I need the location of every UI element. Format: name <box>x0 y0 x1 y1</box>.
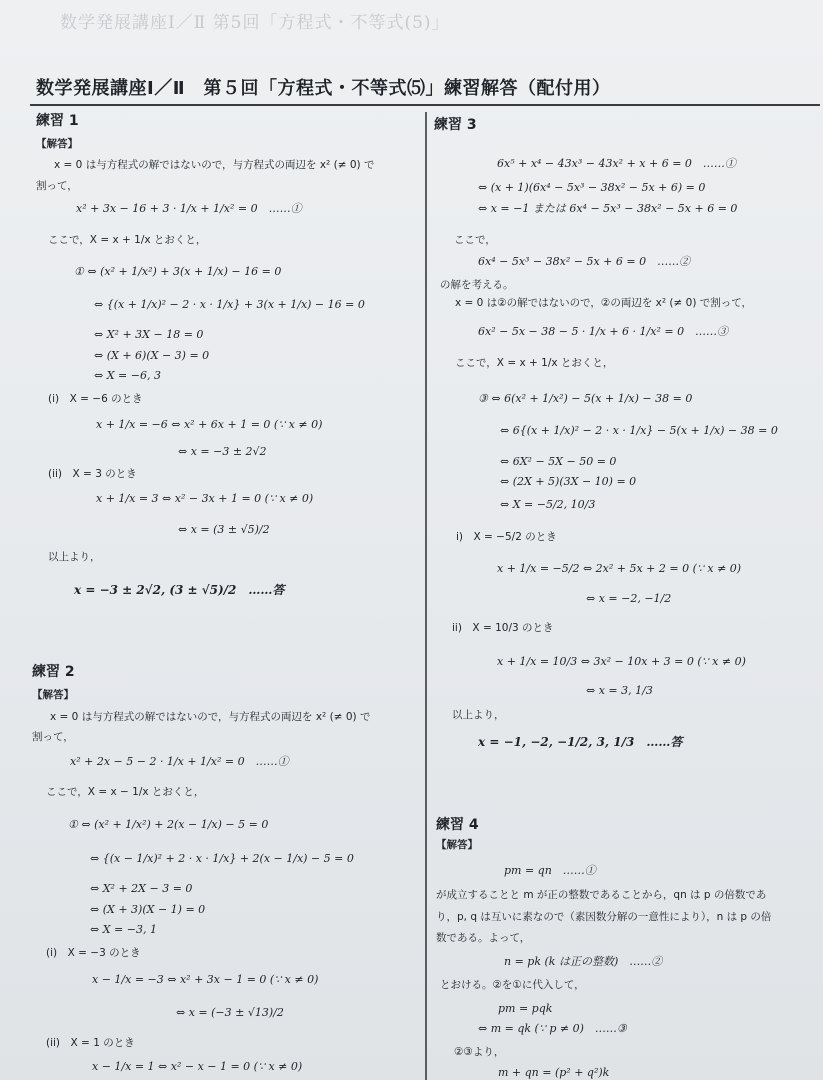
exercise-3-equation: ⇔ x = −1 または 6x⁴ − 5x³ − 38x² − 5x + 6 = 0 <box>478 202 738 215</box>
exercise-2-title: 練習 2 <box>32 664 75 680</box>
exercise-1-line: 割って， <box>36 180 78 192</box>
exercise-1-line: x = 0 は与方程式の解ではないので，与方程式の両辺を x² (≠ 0) で <box>54 159 375 171</box>
exercise-3-equation: x + 1/x = 10/3 ⇔ 3x² − 10x + 3 = 0 (∵ x ≠ 0) <box>497 655 746 668</box>
exercise-4-equation: pm = qn ……① <box>504 864 596 877</box>
exercise-1-case: (i) X = −6 のとき <box>48 393 143 405</box>
exercise-2-answer-tag: 【解答】 <box>32 689 74 701</box>
exercise-4-line: が成立することと m が正の整数であることから，qn は p の倍数であ <box>436 889 767 901</box>
exercise-3-case: i) X = −5/2 のとき <box>456 531 557 543</box>
exercise-4-equation: pm = pqk <box>498 1002 553 1015</box>
exercise-3-equation: ⇔ X = −5/2, 10/3 <box>500 498 596 511</box>
exercise-2-equation: x² + 2x − 5 − 2 · 1/x + 1/x² = 0 ……① <box>70 755 289 768</box>
exercise-4-line: ②③より， <box>454 1046 505 1058</box>
exercise-3-equation: 6x⁴ − 5x³ − 38x² − 5x + 6 = 0 ……② <box>478 255 691 268</box>
exercise-1-answer: x = −3 ± 2√2, (3 ± √5)/2 ……答 <box>74 583 285 597</box>
exercise-2-line: 割って， <box>32 731 74 743</box>
exercise-3-equation: ⇔ (2X + 5)(3X − 10) = 0 <box>500 475 637 488</box>
exercise-1-title: 練習 1 <box>36 113 79 129</box>
bleed-through-text: 数学発展講座Ⅰ／Ⅱ 第5回「方程式・不等式(5)」 <box>60 13 450 33</box>
exercise-3-line: の解を考える。 <box>440 279 514 291</box>
exercise-3-line: x = 0 は②の解ではないので，②の両辺を x² (≠ 0) で割って， <box>455 297 753 309</box>
exercise-4-line: とおける。②を①に代入して， <box>440 979 585 991</box>
exercise-2-equation: x − 1/x = 1 ⇔ x² − x − 1 = 0 (∵ x ≠ 0) <box>92 1060 303 1073</box>
exercise-3-line: ここで，X = x + 1/x とおくと， <box>455 357 614 369</box>
exercise-1-equation: x + 1/x = −6 ⇔ x² + 6x + 1 = 0 (∵ x ≠ 0) <box>96 418 323 431</box>
exercise-1-equation: ⇔ {(x + 1/x)² − 2 · x · 1/x} + 3(x + 1/x) − 16 = 0 <box>94 298 365 311</box>
exercise-3-line: ここで， <box>454 234 496 246</box>
exercise-4-equation: m + qn = (p² + q²)k <box>498 1066 610 1079</box>
exercise-4-line: り，p, q は互いに素なので（素因数分解の一意性により），n は p の倍 <box>436 911 772 923</box>
exercise-3-answer: x = −1, −2, −1/2, 3, 1/3 ……答 <box>478 735 683 749</box>
exercise-2-line: ここで，X = x − 1/x とおくと， <box>46 786 205 798</box>
exercise-3-conclusion: 以上より， <box>452 709 505 721</box>
exercise-1-line: ここで，X = x + 1/x とおくと， <box>48 234 207 246</box>
exercise-2-equation: ⇔ X = −3, 1 <box>90 923 157 936</box>
exercise-2-equation: x − 1/x = −3 ⇔ x² + 3x − 1 = 0 (∵ x ≠ 0) <box>92 973 319 986</box>
exercise-3-case: ii) X = 10/3 のとき <box>452 622 554 634</box>
exercise-2-equation: ⇔ (X + 3)(X − 1) = 0 <box>90 903 206 916</box>
exercise-2-case: (i) X = −3 のとき <box>46 947 141 959</box>
exercise-1-case: (ii) X = 3 のとき <box>48 468 137 480</box>
column-divider <box>425 112 427 1080</box>
exercise-1-equation: ⇔ x = (3 ± √5)/2 <box>178 523 270 536</box>
exercise-1-equation: x² + 3x − 16 + 3 · 1/x + 1/x² = 0 ……① <box>76 202 302 215</box>
exercise-4-title: 練習 4 <box>436 817 479 833</box>
exercise-1-equation: ⇔ X² + 3X − 18 = 0 <box>94 328 204 341</box>
exercise-3-equation: ⇔ x = −2, −1/2 <box>586 592 672 605</box>
exercise-1-equation: ⇔ (X + 6)(X − 3) = 0 <box>94 349 210 362</box>
exercise-3-equation: 6x⁵ + x⁴ − 43x³ − 43x² + x + 6 = 0 ……① <box>497 157 736 170</box>
exercise-4-answer-tag: 【解答】 <box>436 839 478 851</box>
exercise-3-equation: ⇔ 6{(x + 1/x)² − 2 · x · 1/x} − 5(x + 1/x) − 38 = 0 <box>500 424 778 437</box>
exercise-2-equation: ⇔ x = (−3 ± √13)/2 <box>176 1006 284 1019</box>
exercise-1-equation: ① ⇔ (x² + 1/x²) + 3(x + 1/x) − 16 = 0 <box>74 265 282 278</box>
exercise-1-equation: ⇔ x = −3 ± 2√2 <box>178 445 267 458</box>
exercise-4-equation: ⇔ m = qk (∵ p ≠ 0) ……③ <box>478 1022 627 1035</box>
exercise-1-equation: x + 1/x = 3 ⇔ x² − 3x + 1 = 0 (∵ x ≠ 0) <box>96 492 314 505</box>
exercise-3-equation: ⇔ (x + 1)(6x⁴ − 5x³ − 38x² − 5x + 6) = 0 <box>478 181 706 194</box>
exercise-3-equation: 6x² − 5x − 38 − 5 · 1/x + 6 · 1/x² = 0 ……③ <box>478 325 729 338</box>
exercise-1-conclusion: 以上より， <box>48 551 101 563</box>
exercise-3-title: 練習 3 <box>434 117 477 133</box>
title-rule <box>30 104 820 106</box>
exercise-3-equation: ③ ⇔ 6(x² + 1/x²) − 5(x + 1/x) − 38 = 0 <box>478 392 693 405</box>
exercise-3-equation: x + 1/x = −5/2 ⇔ 2x² + 5x + 2 = 0 (∵ x ≠ 0) <box>497 562 742 575</box>
exercise-2-equation: ⇔ X² + 2X − 3 = 0 <box>90 882 193 895</box>
exercise-2-equation: ⇔ {(x − 1/x)² + 2 · x · 1/x} + 2(x − 1/x) − 5 = 0 <box>90 852 354 865</box>
exercise-2-line: x = 0 は与方程式の解ではないので，与方程式の両辺を x² (≠ 0) で <box>50 711 371 723</box>
exercise-4-equation: n = pk (k は正の整数) ……② <box>504 955 663 968</box>
exercise-1-answer-tag: 【解答】 <box>36 138 78 150</box>
exercise-1-equation: ⇔ X = −6, 3 <box>94 369 161 382</box>
exercise-2-case: (ii) X = 1 のとき <box>46 1037 135 1049</box>
document-title: 数学発展講座Ⅰ／Ⅱ 第５回「方程式・不等式⑸」練習解答（配付用） <box>36 78 611 99</box>
exercise-2-equation: ① ⇔ (x² + 1/x²) + 2(x − 1/x) − 5 = 0 <box>68 818 269 831</box>
exercise-3-equation: ⇔ x = 3, 1/3 <box>586 684 653 697</box>
exercise-3-equation: ⇔ 6X² − 5X − 50 = 0 <box>500 455 617 468</box>
exercise-4-line: 数である。よって， <box>436 932 531 944</box>
